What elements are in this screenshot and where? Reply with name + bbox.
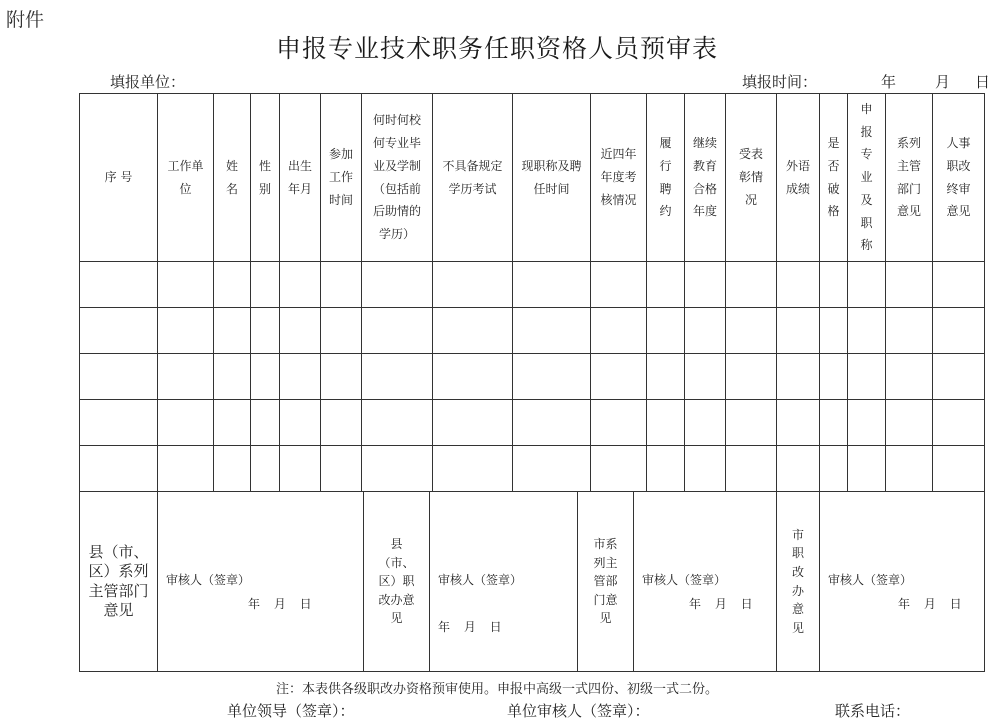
header-applied-title: 申报专业及职称: [848, 94, 886, 262]
header-exception: 是否破格: [820, 94, 848, 262]
header-current-title: 现职称及聘任时间: [513, 94, 591, 262]
header-join-work: 参加工作时间: [321, 94, 362, 262]
review-row: [80, 492, 985, 672]
fill-time-label: 填报时间：: [742, 73, 818, 91]
county-office-review-cell[interactable]: [430, 492, 578, 672]
unit-reviewer-signature-label: 单位审核人（签章）：: [507, 702, 650, 720]
header-assessment: 近四年年度考核情况: [591, 94, 647, 262]
county-office-reviewer-label: 审核人（签章）: [438, 573, 523, 587]
city-office-reviewer-label: 审核人（签章）: [828, 573, 913, 587]
fill-time-year: 年: [881, 73, 897, 91]
county-series-review-cell[interactable]: [158, 492, 364, 672]
table-row: [80, 354, 985, 400]
header-dept-opinion: 系列主管部门意见: [886, 94, 933, 262]
table-row: [80, 400, 985, 446]
attachment-label: 附件: [6, 9, 45, 31]
city-series-opinion-label: 市系列主管部门意见: [578, 492, 634, 672]
county-office-opinion-label: 县（市、区）职改办意见: [364, 492, 430, 672]
table-row: [80, 446, 985, 492]
header-work-unit: 工作单位: [158, 94, 214, 262]
header-seq: 序 号: [80, 94, 158, 262]
county-series-review-date: 年 月 日: [248, 597, 312, 611]
header-awards: 受表彰情况: [726, 94, 777, 262]
city-series-review-cell[interactable]: [634, 492, 777, 672]
header-gender: 性别: [251, 94, 280, 262]
city-office-review-cell[interactable]: [820, 492, 985, 672]
applicant-table: [79, 93, 985, 492]
header-hr-opinion: 人事职改终审意见: [933, 94, 985, 262]
fill-time-day: 日: [975, 73, 991, 91]
city-office-opinion-label: 市职改办意见: [777, 492, 820, 672]
city-series-reviewer-label: 审核人（签章）: [642, 573, 727, 587]
table-row: [80, 262, 985, 308]
header-name: 姓名: [214, 94, 251, 262]
table-row: [80, 308, 985, 354]
city-office-review-date: 年 月 日: [898, 597, 962, 611]
header-foreign-lang: 外语成绩: [777, 94, 820, 262]
header-education: 继续教育合格年度: [685, 94, 726, 262]
header-lacking: 不具备规定学历考试: [433, 94, 513, 262]
review-table: [79, 491, 985, 672]
header-employment: 履行聘约: [647, 94, 685, 262]
county-series-reviewer-label: 审核人（签章）: [166, 573, 251, 587]
header-school: 何时何校何专业毕业及学制（包括前后助情的学历）: [362, 94, 433, 262]
unit-leader-signature-label: 单位领导（签章）：: [227, 702, 355, 720]
footer-note: 注：本表供各级职改办资格预审使用。申报中高级一式四份、初级一式二份。: [275, 682, 718, 697]
fill-unit-label: 填报单位：: [110, 73, 186, 91]
header-birth: 出生年月: [280, 94, 321, 262]
page-title: 申报专业技术职务任职资格人员预审表: [275, 34, 718, 63]
county-series-opinion-label: 县（市、区）系列主管部门意见: [80, 492, 158, 672]
city-series-review-date: 年 月 日: [689, 597, 753, 611]
contact-phone-label: 联系电话：: [835, 702, 911, 720]
county-office-review-date: 年 月 日: [438, 620, 502, 634]
header-row: [80, 94, 985, 262]
fill-time-month: 月: [935, 73, 951, 91]
